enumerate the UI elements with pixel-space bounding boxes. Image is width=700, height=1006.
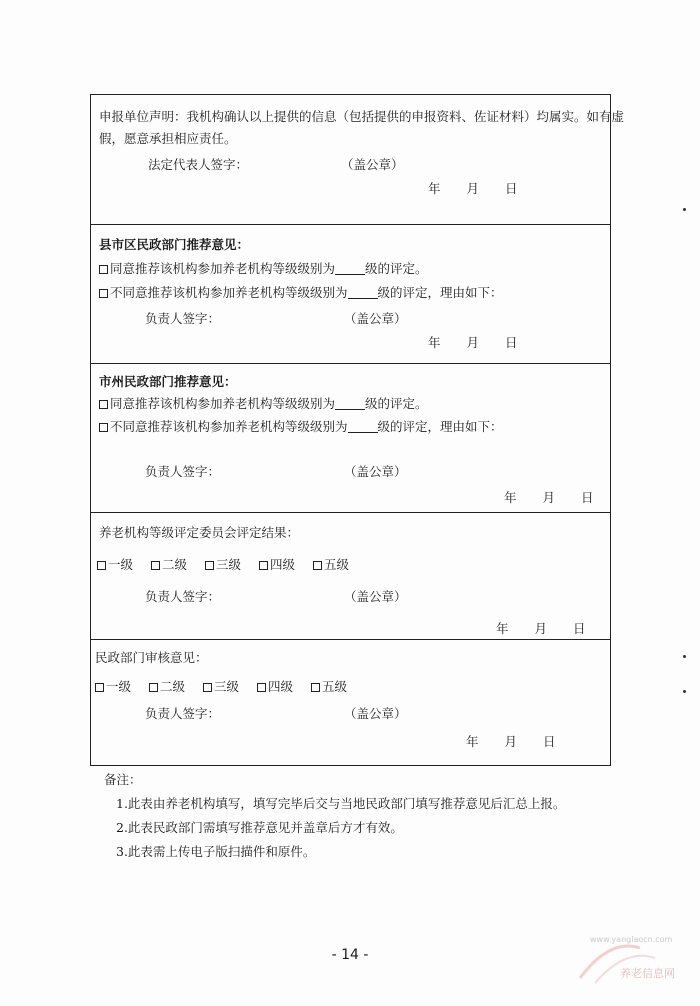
watermark-url: www.yanglaocn.com bbox=[590, 935, 673, 944]
county-seal-label: （盖公章） bbox=[344, 311, 407, 326]
city-disagree-option: 不同意推荐该机构参加养老机构等级级别为 级的评定，理由如下： bbox=[99, 419, 503, 434]
level-option-4[interactable]: 四级 bbox=[259, 555, 295, 573]
seal-label: （盖公章） bbox=[341, 157, 404, 172]
date-line bbox=[428, 179, 540, 197]
county-title: 县市区民政部门推荐意见： bbox=[99, 237, 250, 252]
committee-result-section bbox=[91, 513, 610, 640]
checkbox[interactable] bbox=[99, 423, 108, 432]
form-table bbox=[90, 94, 625, 766]
level-blank[interactable] bbox=[335, 397, 365, 410]
date-day: 日 bbox=[505, 181, 518, 196]
level-blank[interactable] bbox=[348, 420, 378, 433]
checkbox[interactable] bbox=[99, 265, 108, 274]
level-option-1[interactable]: 一级 bbox=[97, 555, 133, 573]
declaration-statement-line1: 申报单位声明：我机构确认以上提供的信息（包括提供的申报资料、佐证材料）均属实。如有虚 bbox=[99, 109, 625, 124]
scan-speck bbox=[683, 208, 686, 211]
note-item: 3.此表需上传电子版扫描件和原件。 bbox=[116, 844, 316, 859]
review-date-line: 年 月 日 bbox=[466, 734, 556, 749]
committee-signature-label: 负责人签字： bbox=[145, 589, 221, 604]
county-date-line: 年 月 日 bbox=[428, 335, 518, 350]
scan-speck bbox=[683, 655, 686, 658]
checkbox[interactable] bbox=[99, 289, 108, 298]
city-opinion-section bbox=[91, 364, 610, 513]
notes-title: 备注： bbox=[104, 772, 142, 787]
note-item: 2.此表民政部门需填写推荐意见并盖章后方才有效。 bbox=[116, 820, 403, 835]
city-agree-option: 同意推荐该机构参加养老机构等级级别为 级的评定。 bbox=[99, 396, 428, 411]
level-option-3[interactable]: 三级 bbox=[205, 555, 241, 573]
city-title: 市州民政部门推荐意见： bbox=[99, 374, 237, 389]
notes-block bbox=[104, 768, 565, 864]
city-signature-label: 负责人签字： bbox=[145, 464, 221, 479]
level-blank[interactable] bbox=[335, 262, 365, 275]
county-signature-label: 负责人签字： bbox=[145, 311, 221, 326]
level-option-5[interactable]: 五级 bbox=[311, 677, 347, 695]
level-option-2[interactable]: 二级 bbox=[151, 555, 187, 573]
county-agree-option: 同意推荐该机构参加养老机构等级级别为 级的评定。 bbox=[99, 261, 428, 276]
page-number: - 14 - bbox=[331, 947, 369, 963]
declaration-section bbox=[91, 95, 625, 225]
committee-date-line: 年 月 日 bbox=[496, 621, 586, 636]
city-date-line: 年 月 日 bbox=[504, 490, 594, 505]
date-month: 月 bbox=[466, 181, 480, 196]
level-option-4[interactable]: 四级 bbox=[257, 677, 293, 695]
county-opinion-section bbox=[91, 225, 610, 364]
watermark-text: 养老信息网 bbox=[620, 967, 675, 980]
county-disagree-option: 不同意推荐该机构参加养老机构等级级别为 级的评定，理由如下： bbox=[99, 285, 503, 300]
committee-level-options bbox=[97, 555, 363, 573]
legal-rep-signature-label: 法定代表人签字： bbox=[148, 157, 249, 172]
city-seal-label: （盖公章） bbox=[344, 464, 407, 479]
review-opinion-section bbox=[91, 640, 610, 767]
checkbox[interactable] bbox=[99, 400, 108, 409]
committee-title: 养老机构等级评定委员会评定结果： bbox=[99, 525, 300, 540]
review-signature-label: 负责人签字： bbox=[145, 706, 221, 721]
review-title: 民政部门审核意见： bbox=[95, 650, 208, 665]
declaration-statement-line2: 假，愿意承担相应责任。 bbox=[99, 131, 237, 146]
review-level-options bbox=[95, 677, 361, 695]
committee-seal-label: （盖公章） bbox=[344, 589, 407, 604]
level-blank[interactable] bbox=[348, 286, 378, 299]
level-option-3[interactable]: 三级 bbox=[203, 677, 239, 695]
date-year: 年 bbox=[428, 181, 441, 196]
review-seal-label: （盖公章） bbox=[344, 706, 407, 721]
level-option-2[interactable]: 二级 bbox=[149, 677, 185, 695]
scan-speck bbox=[683, 690, 686, 693]
level-option-1[interactable]: 一级 bbox=[95, 677, 131, 695]
level-option-5[interactable]: 五级 bbox=[313, 555, 349, 573]
note-item: 1.此表由养老机构填写，填写完毕后交与当地民政部门填写推荐意见后汇总上报。 bbox=[116, 796, 566, 811]
